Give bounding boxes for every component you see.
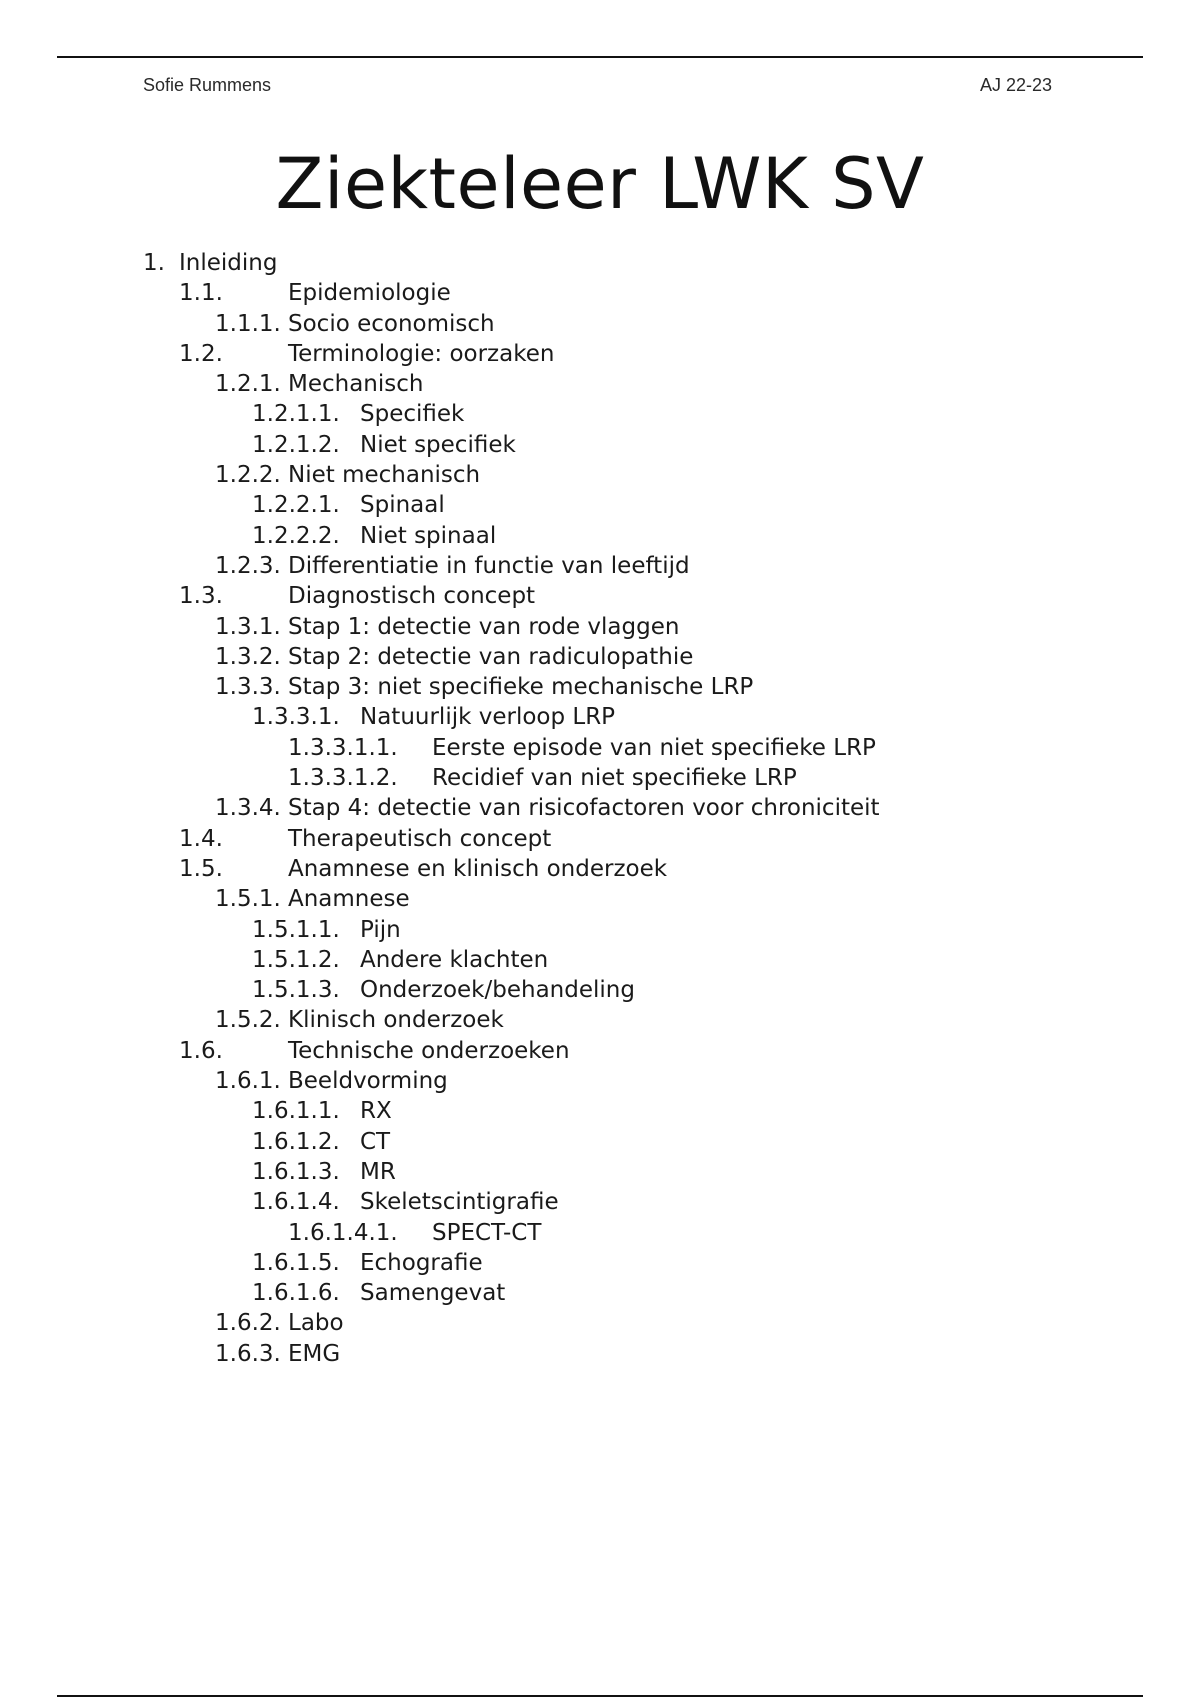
toc-entry-title: Niet spinaal xyxy=(360,522,497,549)
toc-entry-title: Spinaal xyxy=(360,492,445,519)
toc-entry-number: 1.6.1.1. xyxy=(252,1098,340,1125)
footer-rule xyxy=(57,1695,1143,1697)
toc-entry xyxy=(0,490,1200,520)
toc-entry-number: 1.2.1. xyxy=(215,371,281,398)
toc-entry xyxy=(0,369,1200,399)
toc-entry-title: Niet specifiek xyxy=(360,431,516,458)
toc-entry-title: Klinisch onderzoek xyxy=(288,1007,504,1034)
toc-entry-title: Anamnese xyxy=(288,886,410,913)
toc-entry xyxy=(0,1278,1200,1308)
toc-entry-number: 1.5.1.1. xyxy=(252,916,340,943)
toc-entry-title: Pijn xyxy=(360,916,401,943)
toc-entry xyxy=(0,430,1200,460)
toc-entry-title: SPECT-CT xyxy=(432,1219,542,1246)
toc-entry xyxy=(0,581,1200,611)
toc-entry xyxy=(0,824,1200,854)
toc-entry-title: Skeletscintigrafie xyxy=(360,1189,559,1216)
toc-entry-title: Anamnese en klinisch onderzoek xyxy=(288,855,668,882)
toc-entry xyxy=(0,642,1200,672)
toc-entry-title: Echografie xyxy=(360,1249,483,1276)
toc-entry-title: Technische onderzoeken xyxy=(288,1037,570,1064)
toc-entry-number: 1.4. xyxy=(179,825,223,852)
toc-entry-number: 1.5.1.3. xyxy=(252,977,340,1004)
toc-entry xyxy=(0,612,1200,642)
toc-entry-number: 1.3.3.1.2. xyxy=(288,765,398,792)
toc-entry-title: RX xyxy=(360,1098,392,1125)
toc-entry-title: Socio economisch xyxy=(288,310,495,337)
toc-entry xyxy=(0,763,1200,793)
toc-entry-number: 1.3.1. xyxy=(215,613,281,640)
toc-entry-title: Stap 2: detectie van radiculopathie xyxy=(288,643,694,670)
toc-entry-number: 1.3.3. xyxy=(215,674,281,701)
toc-entry-number: 1.2.1.1. xyxy=(252,401,340,428)
toc-entry xyxy=(0,1127,1200,1157)
toc-entry xyxy=(0,915,1200,945)
toc-entry-title: Therapeutisch concept xyxy=(288,825,552,852)
toc-entry-number: 1.6.1.3. xyxy=(252,1158,340,1185)
toc-entry xyxy=(0,1157,1200,1187)
toc-entry-number: 1.5.2. xyxy=(215,1007,281,1034)
toc-entry-title: Inleiding xyxy=(179,250,278,276)
toc-entry-number: 1.3.2. xyxy=(215,643,281,670)
toc-entry-title: Terminologie: oorzaken xyxy=(288,340,555,367)
toc-entry xyxy=(0,248,1200,278)
toc-entry xyxy=(0,399,1200,429)
toc-entry xyxy=(0,672,1200,702)
toc-entry-number: 1.5. xyxy=(179,855,223,882)
toc-entry xyxy=(0,702,1200,732)
toc-entry-number: 1.1.1. xyxy=(215,310,281,337)
toc-entry-title: Andere klachten xyxy=(360,946,549,973)
toc-entry xyxy=(0,793,1200,823)
document-title: Ziekteleer LWK SV xyxy=(275,143,925,225)
toc-entry xyxy=(0,460,1200,490)
toc-entry-title: Natuurlijk verloop LRP xyxy=(360,704,616,731)
toc-entry xyxy=(0,884,1200,914)
toc-entry-number: 1.6.1.2. xyxy=(252,1128,340,1155)
toc-entry-number: 1.3. xyxy=(179,583,223,610)
toc-entry-number: 1. xyxy=(143,250,165,276)
toc-entry-title: Eerste episode van niet specifieke LRP xyxy=(432,734,876,761)
toc-entry-title: Stap 3: niet specifieke mechanische LRP xyxy=(288,674,754,701)
toc-entry-title: MR xyxy=(360,1158,396,1185)
toc-entry-number: 1.2.3. xyxy=(215,552,281,579)
toc-entry-number: 1.2. xyxy=(179,340,223,367)
toc-entry-number: 1.6.3. xyxy=(215,1340,281,1367)
toc-entry-title: Mechanisch xyxy=(288,371,424,398)
toc-entry-number: 1.6.1.6. xyxy=(252,1280,340,1307)
toc-entry xyxy=(0,1339,1200,1369)
toc-entry-title: Beeldvorming xyxy=(288,1068,448,1095)
toc-entry xyxy=(0,551,1200,581)
toc-entry xyxy=(0,278,1200,308)
toc-entry xyxy=(0,854,1200,884)
toc-entry-number: 1.3.3.1.1. xyxy=(288,734,398,761)
toc-entry-title: Diagnostisch concept xyxy=(288,583,536,610)
toc-entry xyxy=(0,1308,1200,1338)
toc-entry xyxy=(0,1066,1200,1096)
toc-entry xyxy=(0,1005,1200,1035)
header-rule xyxy=(57,56,1143,58)
toc-entry-number: 1.6. xyxy=(179,1037,223,1064)
toc-entry-title: Labo xyxy=(288,1310,344,1337)
toc-entry xyxy=(0,1248,1200,1278)
toc-entry xyxy=(0,521,1200,551)
toc-entry-title: Epidemiologie xyxy=(288,280,451,307)
toc-entry-title: Stap 4: detectie van risicofactoren voor chroniciteit xyxy=(288,795,880,822)
toc-entry-title: CT xyxy=(360,1128,391,1155)
toc-entry xyxy=(0,339,1200,369)
toc-entry-number: 1.5.1. xyxy=(215,886,281,913)
header-author: Sofie Rummens xyxy=(143,75,272,95)
toc-entry-number: 1.1. xyxy=(179,280,223,307)
toc-entry xyxy=(0,1096,1200,1126)
toc-entry-number: 1.3.3.1. xyxy=(252,704,340,731)
toc-entry-number: 1.2.2.2. xyxy=(252,522,340,549)
toc-entry-number: 1.2.2. xyxy=(215,462,281,489)
toc-entry-title: Recidief van niet specifieke LRP xyxy=(432,765,797,792)
toc-entry-title: Niet mechanisch xyxy=(288,462,481,489)
toc-entry-title: Differentiatie in functie van leeftijd xyxy=(288,552,690,579)
toc-entry-number: 1.6.1.5. xyxy=(252,1249,340,1276)
toc-entry xyxy=(0,1218,1200,1248)
toc-entry xyxy=(0,945,1200,975)
toc-entry-number: 1.2.2.1. xyxy=(252,492,340,519)
toc-entry-title: Stap 1: detectie van rode vlaggen xyxy=(288,613,680,640)
toc-entry-number: 1.6.2. xyxy=(215,1310,281,1337)
toc-entry xyxy=(0,733,1200,763)
toc-entry-number: 1.5.1.2. xyxy=(252,946,340,973)
toc-entry xyxy=(0,1036,1200,1066)
toc-entry-title: EMG xyxy=(288,1340,341,1367)
toc-entry-title: Specifiek xyxy=(360,401,465,428)
toc-entry-number: 1.2.1.2. xyxy=(252,431,340,458)
toc-entry xyxy=(0,1187,1200,1217)
toc-entry xyxy=(0,309,1200,339)
toc-entry-number: 1.6.1. xyxy=(215,1068,281,1095)
table-of-contents xyxy=(0,248,1200,1369)
toc-entry-number: 1.3.4. xyxy=(215,795,281,822)
toc-entry-number: 1.6.1.4. xyxy=(252,1189,340,1216)
toc-entry-number: 1.6.1.4.1. xyxy=(288,1219,398,1246)
toc-entry-title: Onderzoek/behandeling xyxy=(360,977,635,1004)
toc-entry xyxy=(0,975,1200,1005)
toc-entry-title: Samengevat xyxy=(360,1280,506,1307)
header-academic-year: AJ 22-23 xyxy=(980,75,1053,95)
